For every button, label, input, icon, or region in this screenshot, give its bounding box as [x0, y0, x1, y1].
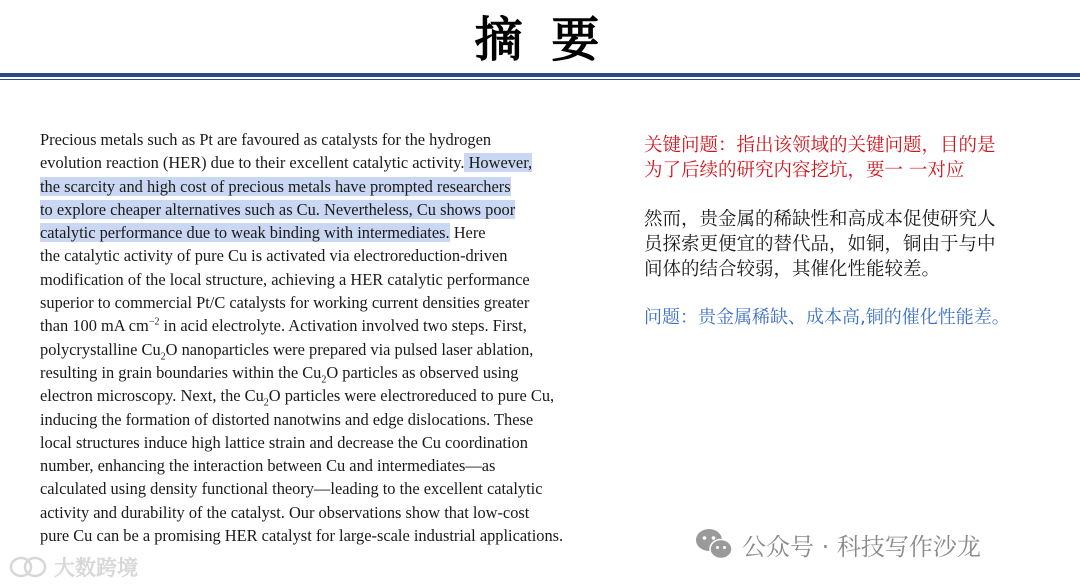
- abstract-line: the catalytic activity of pure Cu is activated via electroreduction-driven: [40, 246, 508, 266]
- subscript: 2: [160, 350, 166, 362]
- abstract-line: [40, 198, 615, 221]
- abstract-line: [40, 361, 615, 384]
- key-issue-note: [644, 133, 1054, 183]
- highlighted-text: to explore cheaper alternatives such as Cu. Nevertheless, Cu shows poor: [40, 199, 516, 219]
- abstract-line-part: O particles as observed using: [326, 362, 519, 382]
- problem-note: 问题：贵金属稀缺、成本高,铜的催化性能差。: [644, 307, 1010, 328]
- abstract-line: activity and durability of the catalyst. Our observations show that low-cost: [40, 502, 530, 522]
- highlighted-text: However,: [464, 153, 533, 173]
- note-line: 为了后续的研究内容挖坑，要一 一对应: [644, 160, 965, 181]
- note-line: 员探索更便宜的替代品，如铜，铜由于与中: [644, 234, 996, 255]
- abstract-line: number, enhancing the interaction between Cu and intermediates—as: [40, 456, 496, 476]
- abstract-line: [40, 338, 615, 361]
- abstract-line-part: O nanoparticles were prepared via pulsed laser ablation,: [165, 339, 534, 359]
- note-line: 间体的结合较弱，其催化性能较差。: [644, 259, 941, 280]
- bottom-left-watermark: [8, 553, 138, 581]
- wechat-watermark: [694, 526, 981, 562]
- abstract-line: [40, 314, 615, 337]
- abstract-line: [40, 384, 615, 407]
- abstract-line-part: in acid electrolyte. Activation involved two steps. First,: [159, 316, 527, 336]
- page-title: 摘 要: [474, 12, 606, 68]
- abstract-line: [40, 221, 615, 244]
- abstract-line: [40, 175, 615, 198]
- abstract-line-part: Here: [449, 223, 486, 243]
- wechat-icon: [694, 526, 734, 562]
- abstract-line-part: electron microscopy. Next, the Cu: [40, 386, 264, 406]
- abstract-line-part: resulting in grain boundaries within the Cu: [40, 362, 322, 382]
- abstract-text: [40, 128, 615, 547]
- highlighted-text: catalytic performance due to weak binding with intermediates.: [40, 223, 450, 243]
- abstract-line-part: O particles were electroreduced to pure Cu,: [268, 386, 555, 406]
- subscript: 2: [321, 374, 327, 386]
- logo-icon: [8, 555, 48, 579]
- watermark-text: 大数跨境: [54, 556, 138, 580]
- abstract-line: inducing the formation of distorted nanotwins and edge dislocations. These: [40, 409, 534, 429]
- title-rule-thick: [0, 73, 1080, 77]
- title-rule-thin: [0, 79, 1080, 80]
- abstract-line-part: than 100 mA cm: [40, 316, 149, 336]
- abstract-line: local structures induce high lattice strain and decrease the Cu coordination: [40, 432, 528, 452]
- wechat-account-text: 公众号 · 科技写作沙龙: [742, 532, 981, 561]
- abstract-line: calculated using density functional theory—leading to the excellent catalytic: [40, 479, 543, 499]
- abstract-line: modification of the local structure, achieving a HER catalytic performance: [40, 269, 530, 289]
- abstract-line: pure Cu can be a promising HER catalyst for large-scale industrial applications.: [40, 526, 564, 546]
- note-line: 然而，贵金属的稀缺性和高成本促使研究人: [644, 209, 996, 230]
- note-line: 关键问题：指出该领域的关键问题，目的是: [644, 135, 996, 156]
- translation-note: [644, 207, 1054, 282]
- abstract-line-part: polycrystalline Cu: [40, 339, 161, 359]
- subscript: 2: [263, 397, 269, 409]
- abstract-line: [40, 151, 615, 174]
- abstract-line: superior to commercial Pt/C catalysts for working current densities greater: [40, 293, 530, 313]
- abstract-line: Precious metals such as Pt are favoured as catalysts for the hydrogen: [40, 130, 492, 149]
- abstract-line-part: evolution reaction (HER) due to their excellent catalytic activity.: [40, 153, 465, 173]
- highlighted-text: the scarcity and high cost of precious metals have prompted researchers: [40, 176, 511, 196]
- superscript: −2: [148, 316, 160, 328]
